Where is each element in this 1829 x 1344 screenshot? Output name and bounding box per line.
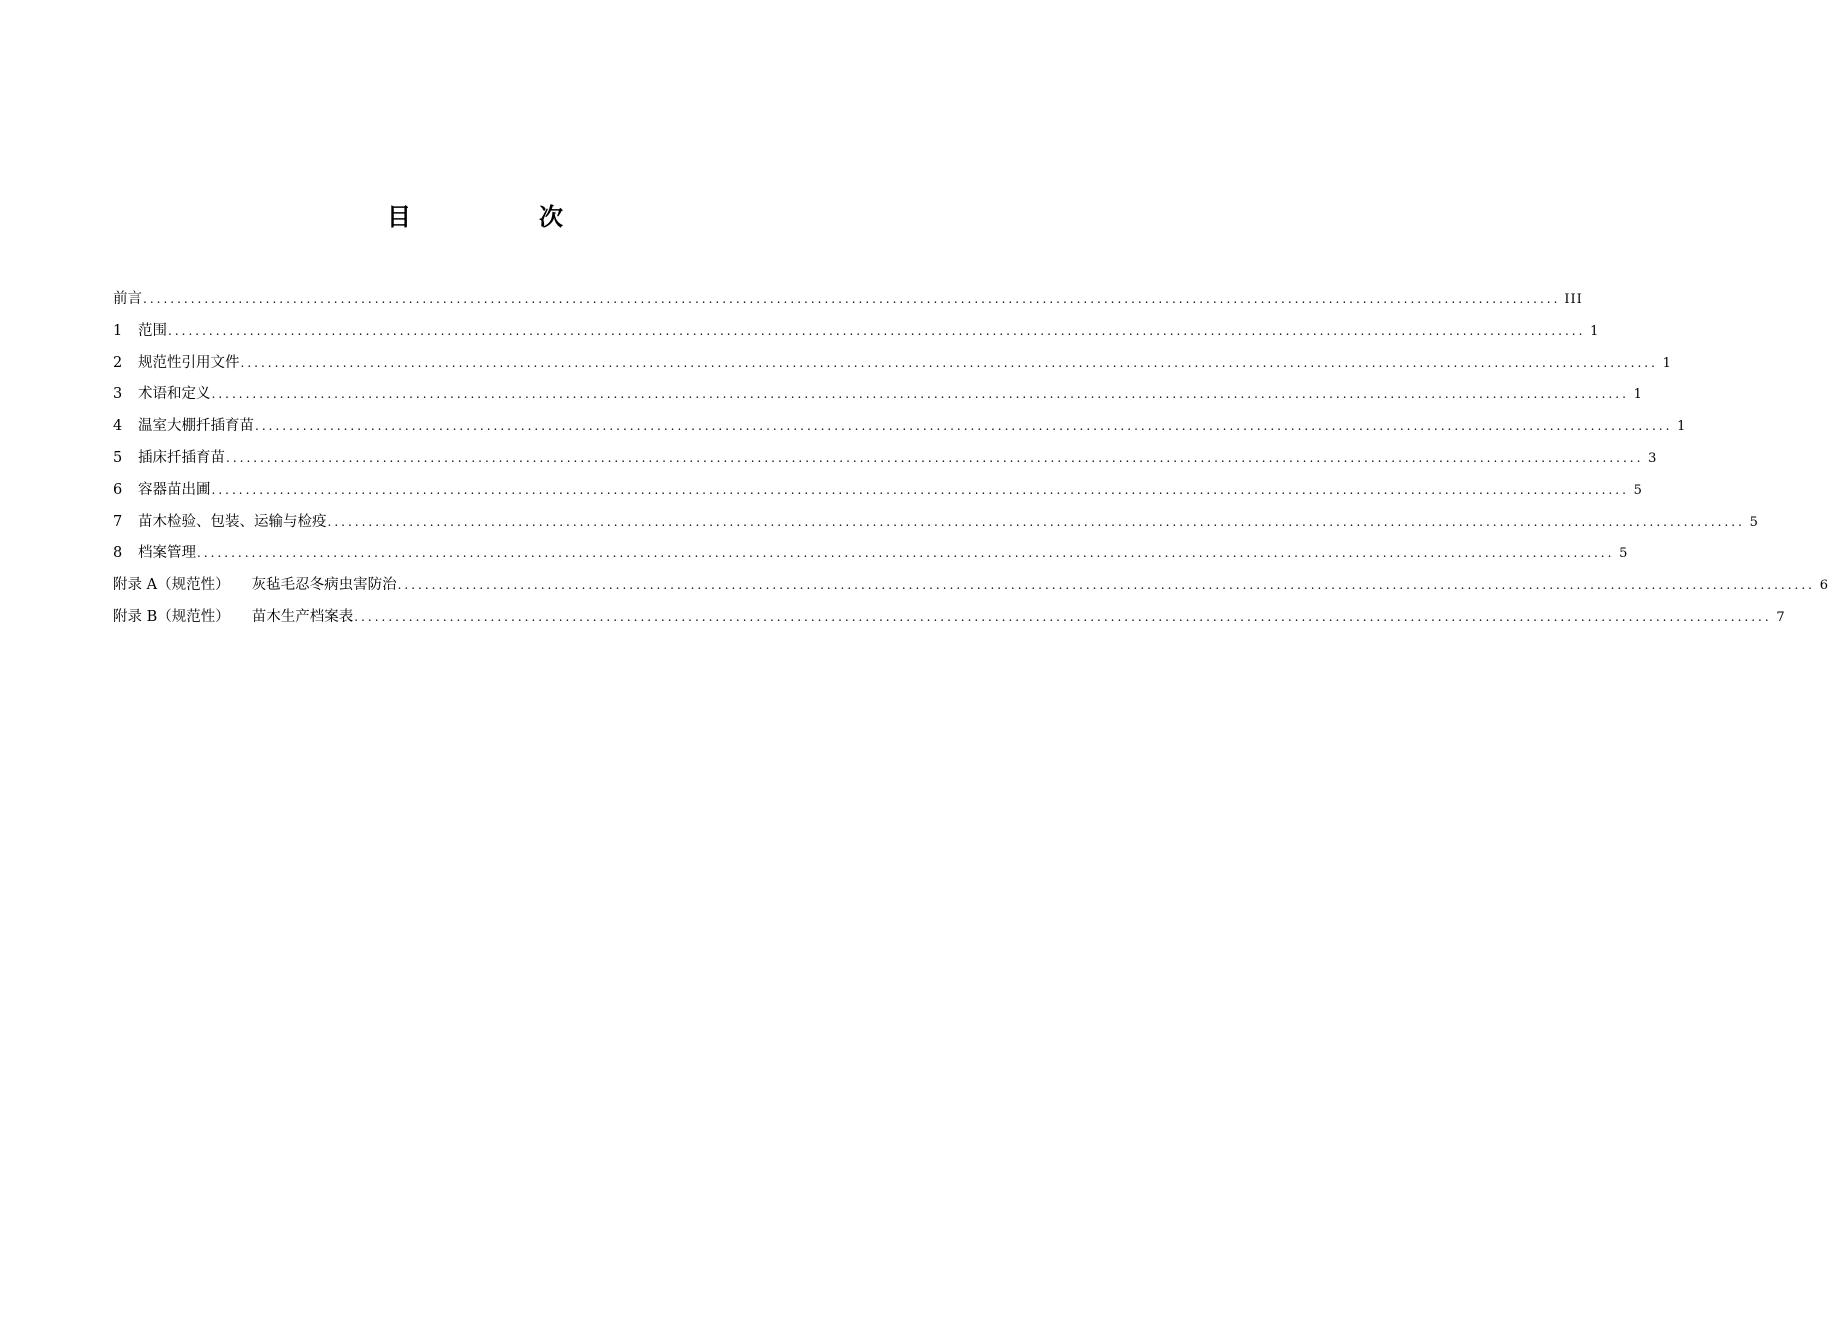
toc-entry-normative-references[interactable] <box>113 348 1672 380</box>
toc-entry-number: 1 <box>113 322 123 339</box>
toc-entry-inspection-transport[interactable] <box>113 507 1759 539</box>
toc-entry-label: 范围 <box>138 322 167 339</box>
toc-entry-page: III <box>1564 292 1583 307</box>
toc-entry-page: 1 <box>1662 355 1672 371</box>
toc-entry-number: 6 <box>113 481 123 498</box>
toc-entry-number: 7 <box>113 513 123 530</box>
dot-leader: ................................................................................................................................................................................................................ <box>255 419 1673 434</box>
toc-entry-container-seedlings[interactable] <box>113 475 1643 507</box>
toc-entry-label: 档案管理 <box>138 545 196 562</box>
toc-entry-page: 1 <box>1590 323 1600 339</box>
toc-entry-label: 苗木检验、包装、运输与检疫 <box>138 513 327 530</box>
toc-entry-label: 规范性引用文件 <box>138 354 240 371</box>
toc-entry-appendix-a[interactable] <box>113 570 1829 602</box>
toc-entry-page: 1 <box>1677 419 1687 435</box>
toc-entry-page: 5 <box>1633 482 1643 498</box>
dot-leader: ................................................................................................................................................................................................................ <box>226 450 1644 465</box>
toc-entry-terms-definitions[interactable] <box>113 379 1643 411</box>
dot-leader: ................................................................................................................................................................................................................ <box>211 387 1629 402</box>
toc-entry-label: 前言 <box>113 291 142 307</box>
dot-leader: ................................................................................................................................................................................................................ <box>397 578 1815 593</box>
toc-list <box>113 284 1829 634</box>
toc-title: 目 次 <box>387 203 615 231</box>
toc-entry-page: 3 <box>1648 450 1658 466</box>
toc-entry-scope[interactable] <box>113 316 1600 348</box>
toc-entry-number: 2 <box>113 354 123 371</box>
toc-entry-number: 8 <box>113 545 123 562</box>
toc-entry-appendix-b[interactable] <box>113 602 1786 634</box>
toc-appendix-title: 苗木生产档案表 <box>251 608 354 625</box>
toc-entry-foreword[interactable] <box>113 284 1583 316</box>
toc-entry-page: 5 <box>1619 546 1629 562</box>
dot-leader: ................................................................................................................................................................................................................ <box>240 355 1658 370</box>
dot-leader: ................................................................................................................................................................................................................ <box>168 323 1586 338</box>
dot-leader: ................................................................................................................................................................................................................ <box>327 514 1745 529</box>
toc-appendix-title: 灰毡毛忍冬病虫害防治 <box>251 577 397 594</box>
dot-leader: ................................................................................................................................................................................................................ <box>143 292 1561 306</box>
dot-leader: ................................................................................................................................................................................................................ <box>197 546 1615 561</box>
toc-entry-page: 5 <box>1749 514 1759 530</box>
toc-entry-label: 术语和定义 <box>138 386 211 403</box>
toc-entry-page: 1 <box>1633 387 1643 403</box>
toc-entry-label: 温室大棚扦插育苗 <box>138 418 254 435</box>
toc-entry-number: 3 <box>113 386 123 403</box>
toc-entry-page: 7 <box>1776 609 1786 625</box>
toc-entry-label: 附录 A（规范性） <box>113 577 230 594</box>
toc-entry-label: 插床扦插育苗 <box>138 449 225 466</box>
toc-entry-bed-cutting[interactable] <box>113 443 1658 475</box>
toc-entry-label: 容器苗出圃 <box>138 481 211 498</box>
toc-entry-page: 6 <box>1819 578 1829 594</box>
dot-leader: ................................................................................................................................................................................................................ <box>354 609 1772 624</box>
dot-leader: ................................................................................................................................................................................................................ <box>211 482 1629 497</box>
toc-entry-number: 4 <box>113 418 123 435</box>
toc-entry-records-management[interactable] <box>113 538 1629 570</box>
toc-entry-label: 附录 B（规范性） <box>113 608 230 625</box>
toc-entry-number: 5 <box>113 449 123 466</box>
toc-entry-greenhouse-cutting[interactable] <box>113 411 1687 443</box>
